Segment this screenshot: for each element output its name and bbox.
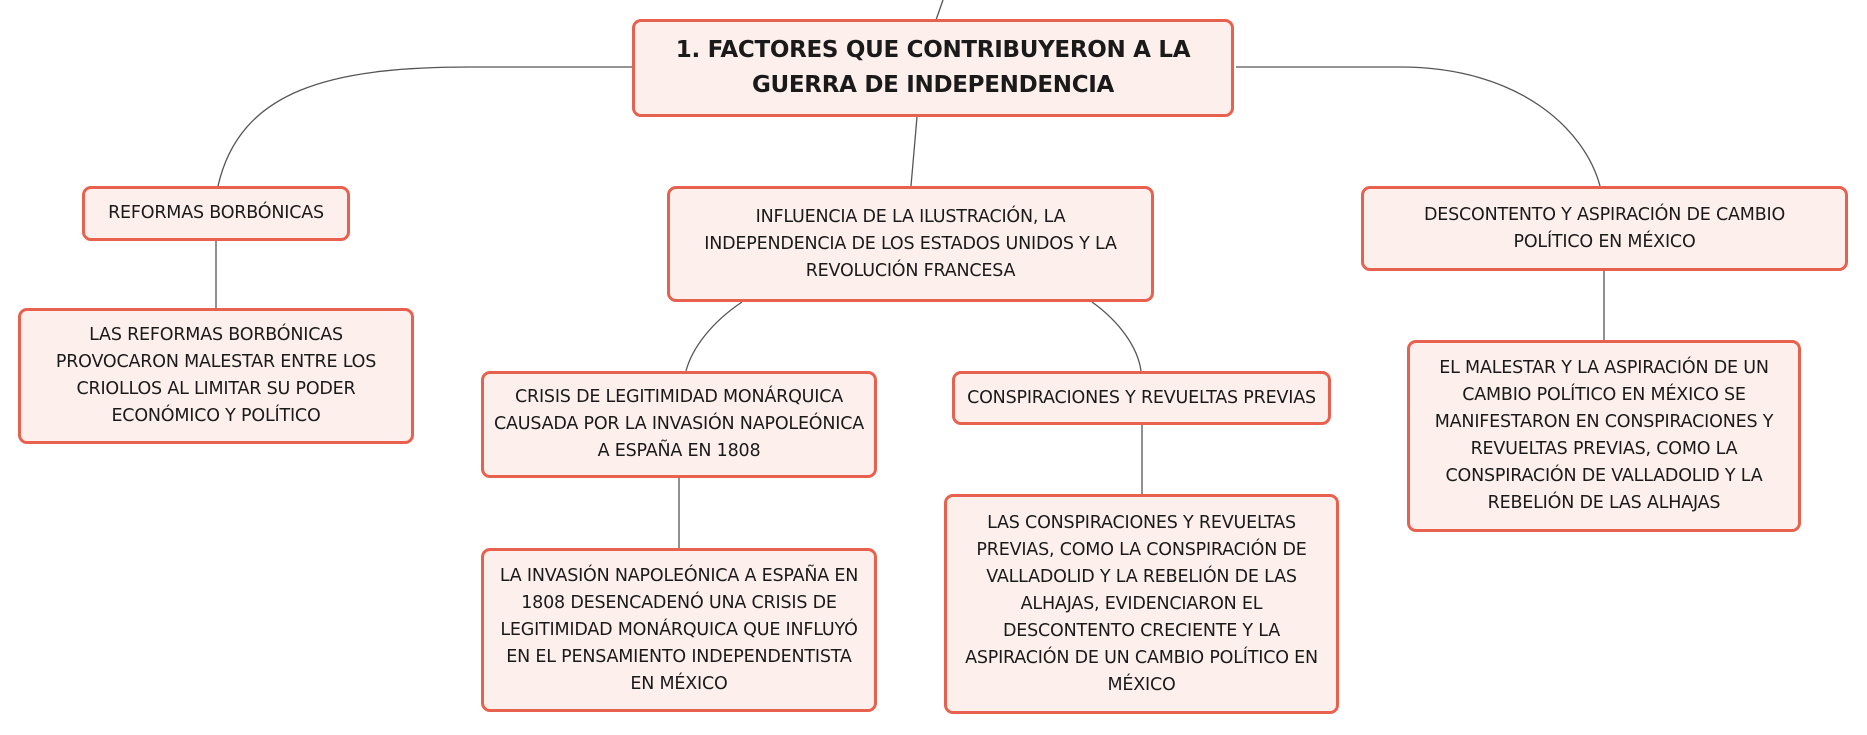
central-topic-title: 1. FACTORES QUE CONTRIBUYERON A LA GUERRA DE INDEPENDENCIA xyxy=(675,37,1191,98)
subtopic-label: CRISIS DE LEGITIMIDAD MONÁRQUICA CAUSADA POR LA INVASIÓN NAPOLEÓNICA A ESPAÑA EN 1808 xyxy=(493,387,865,461)
topic-influencia-ilustracion[interactable] xyxy=(667,186,1154,302)
detail-label: LAS CONSPIRACIONES Y REVUELTAS PREVIAS, COMO LA CONSPIRACIÓN DE VALLADOLID Y LA REBELIÓN DE LAS ALHAJAS, EVIDENCIARON EL DESCONTENTO CRECIENTE Y LA ASPIRACIÓN DE UN CAMBIO POLÍTICO EN MÉXICO xyxy=(965,512,1318,695)
topic-label: REFORMAS BORBÓNICAS xyxy=(108,203,324,223)
connector-influencia-conspiraciones xyxy=(1092,302,1141,371)
detail-conspiraciones-evidencia[interactable] xyxy=(944,494,1339,714)
connector-influencia-crisis xyxy=(686,302,742,371)
topic-label: INFLUENCIA DE LA ILUSTRACIÓN, LA INDEPENDENCIA DE LOS ESTADOS UNIDOS Y LA REVOLUCIÓN FRANCESA xyxy=(704,206,1117,281)
central-topic[interactable] xyxy=(632,19,1234,117)
connector-root-descontento xyxy=(1236,67,1600,186)
topic-reformas-borbonicas[interactable] xyxy=(82,186,350,241)
subtopic-label: EL MALESTAR Y LA ASPIRACIÓN DE UN CAMBIO POLÍTICO EN MÉXICO SE MANIFESTARON EN CONSPIRACIONES Y REVUELTAS PREVIAS, COMO LA CONSPIRACIÓN DE VALLADOLID Y LA REBELIÓN DE LAS ALHAJAS xyxy=(1434,358,1774,513)
subtopic-crisis-legitimidad[interactable] xyxy=(481,371,877,478)
subtopic-label: CONSPIRACIONES Y REVUELTAS PREVIAS xyxy=(967,387,1316,408)
subtopic-malestar-aspiracion[interactable] xyxy=(1407,340,1801,532)
connector-root-parent xyxy=(936,0,943,20)
topic-label: DESCONTENTO Y ASPIRACIÓN DE CAMBIO POLÍTICO EN MÉXICO xyxy=(1423,204,1786,252)
subtopic-conspiraciones-revueltas[interactable] xyxy=(952,371,1331,425)
subtopic-label: LAS REFORMAS BORBÓNICAS PROVOCARON MALESTAR ENTRE LOS CRIOLLOS AL LIMITAR SU PODER ECONÓMICO Y POLÍTICO xyxy=(55,325,377,426)
connector-root-reformas xyxy=(218,67,634,186)
detail-invasion-napoleonica[interactable] xyxy=(481,548,877,712)
connector-root-influencia xyxy=(911,117,917,186)
detail-label: LA INVASIÓN NAPOLEÓNICA A ESPAÑA EN 1808 DESENCADENÓ UNA CRISIS DE LEGITIMIDAD MONÁRQUICA QUE INFLUYÓ EN EL PENSAMIENTO INDEPENDENTISTA EN MÉXICO xyxy=(499,565,859,694)
topic-descontento-aspiracion[interactable] xyxy=(1361,186,1848,271)
subtopic-reformas-detalle[interactable] xyxy=(18,308,414,444)
